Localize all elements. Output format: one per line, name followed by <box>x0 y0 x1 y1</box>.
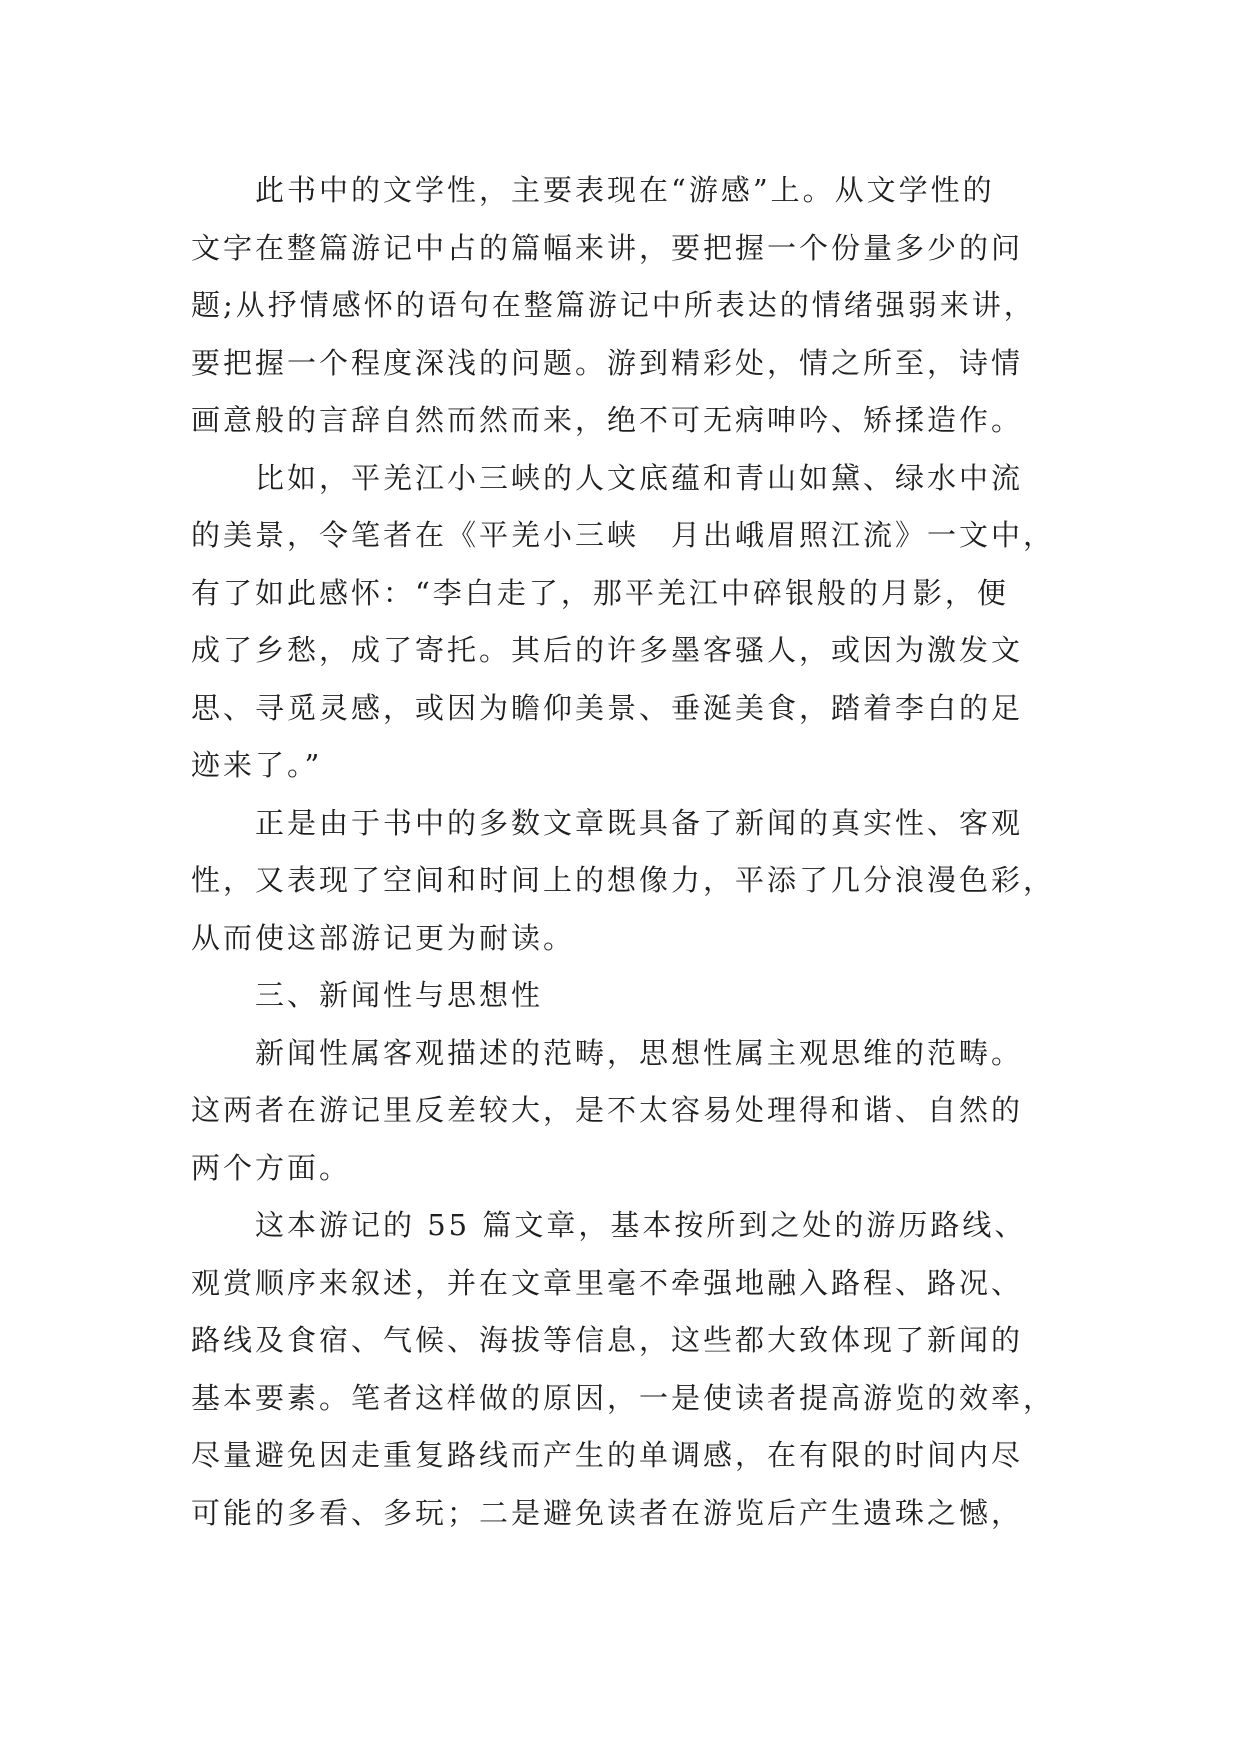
section-heading: 三、新闻性与思想性 <box>255 978 544 1012</box>
text-line: 观赏顺序来叙述，并在文章里毫不牵强地融入路程、路况、 <box>191 1265 1024 1300</box>
text-line: 文字在整篇游记中占的篇幅来讲，要把握一个份量多少的问 <box>191 230 1024 265</box>
text-line: 题;从抒情感怀的语句在整篇游记中所表达的情绪强弱来讲， <box>191 288 1036 322</box>
text-line: 新闻性属客观描述的范畴，思想性属主观思维的范畴。 <box>255 1035 1024 1070</box>
text-line: 思、寻觅灵感，或因为瞻仰美景、垂涎美食，踏着李白的足 <box>191 690 1024 725</box>
text-line: 正是由于书中的多数文章既具备了新闻的真实性、客观 <box>255 805 1024 840</box>
text-line: 迹来了。” <box>191 748 323 782</box>
text-line: 比如，平羌江小三峡的人文底蕴和青山如黛、绿水中流 <box>255 460 1024 495</box>
text-line: 的美景，令笔者在《平羌小三峡 月出峨眉照江流》一文中， <box>191 518 1056 552</box>
text-line: 两个方面。 <box>191 1150 352 1185</box>
text-line: 路线及食宿、气候、海拔等信息，这些都大致体现了新闻的 <box>191 1323 1024 1357</box>
text-line: 这本游记的 55 篇文章，基本按所到之处的游历路线、 <box>255 1208 1027 1242</box>
text-line: 从而使这部游记更为耐读。 <box>191 920 576 955</box>
text-line: 此书中的文学性，主要表现在“游感”上。从文学性的 <box>255 173 995 207</box>
text-line: 有了如此感怀：“李白走了，那平羌江中碎银般的月影，便 <box>191 575 1009 610</box>
text-line: 要把握一个程度深浅的问题。游到精彩处，情之所至，诗情 <box>191 345 1024 380</box>
text-line: 这两者在游记里反差较大，是不太容易处理得和谐、自然的 <box>191 1093 1024 1127</box>
text-line: 性，又表现了空间和时间上的想像力，平添了几分浪漫色彩， <box>191 863 1056 897</box>
text-line: 成了乡愁，成了寄托。其后的许多墨客骚人，或因为激发文 <box>191 633 1024 667</box>
text-line: 基本要素。笔者这样做的原因，一是使读者提高游览的效率， <box>191 1380 1056 1415</box>
text-line: 尽量避免因走重复路线而产生的单调感，在有限的时间内尽 <box>191 1438 1024 1472</box>
text-line: 画意般的言辞自然而然而来，绝不可无病呻吟、矫揉造作。 <box>191 403 1024 437</box>
body-text <box>191 162 1091 1542</box>
text-line: 可能的多看、多玩；二是避免读者在游览后产生遗珠之憾， <box>191 1495 1024 1530</box>
